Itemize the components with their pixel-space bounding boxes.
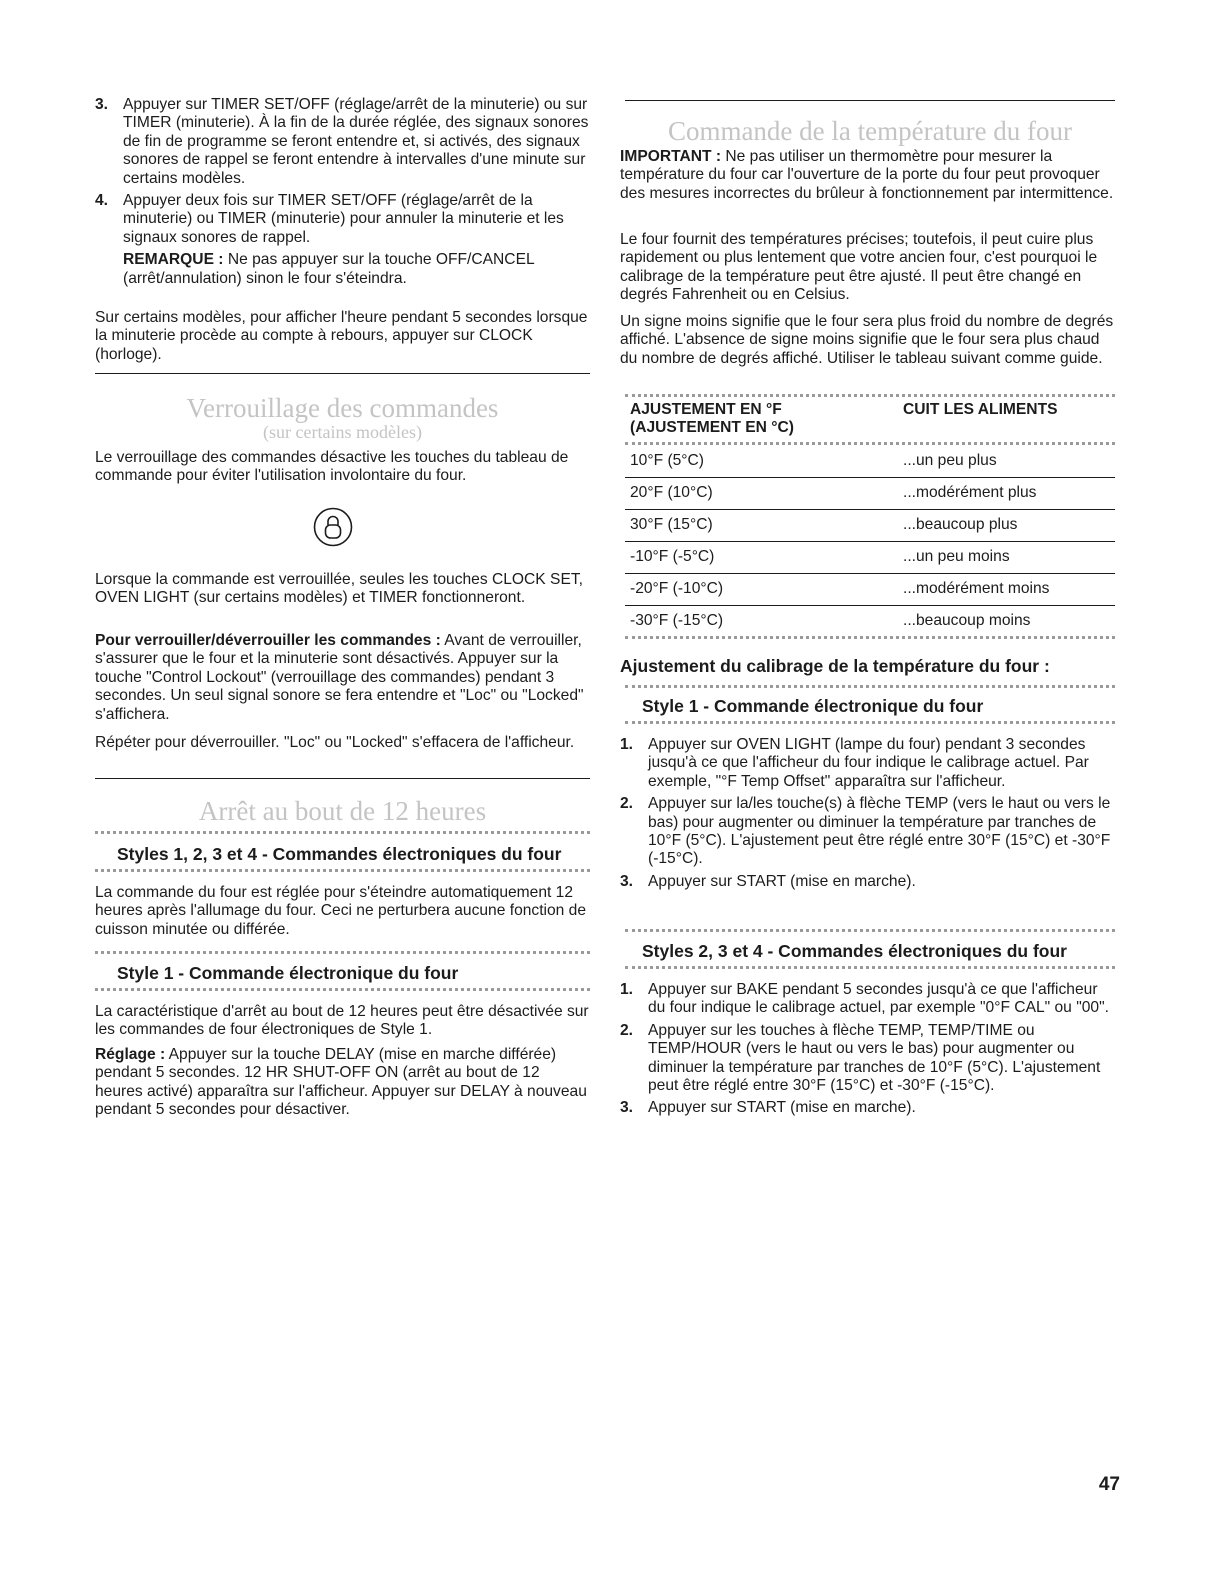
table-row-divider xyxy=(625,605,1115,606)
style1-steps-list xyxy=(620,736,1115,895)
table-header-cook: CUIT LES ALIMENTS xyxy=(903,401,1058,418)
step-number: 3. xyxy=(620,872,634,890)
dotted-divider xyxy=(625,929,1115,932)
step-text: Appuyer sur OVEN LIGHT (lampe du four) pendant 3 secondes jusqu'à ce que l'afficheur du four indique le calibrage actuel. Par exemple, "°F Temp Offset" apparaîtra sur l'afficheur. xyxy=(648,736,1089,790)
table-cell-adjust: 10°F (5°C) xyxy=(630,452,704,469)
table-row xyxy=(630,484,1120,502)
step-text: Appuyer sur TIMER SET/OFF (réglage/arrêt de la minuterie) ou sur TIMER (minuterie). À la fin de la durée réglée, des signaux sonores de fin de programme se feront entendre et, si activés, des signaux sonores de rappel se feront entendre à intervalles d'une minute sur certains modèles. xyxy=(123,96,589,187)
section-divider xyxy=(95,373,590,374)
lock-icon xyxy=(313,507,353,547)
sign-paragraph: Un signe moins signifie que le four sera plus froid du nombre de degrés affiché. L'absence de signe moins signifie que le four sera plus chaud du nombre de degrés affiché. Utiliser le tableau suivant comme guide. xyxy=(620,313,1114,367)
table-row-divider xyxy=(625,573,1115,574)
style234-steps-list xyxy=(620,981,1115,1122)
dotted-divider xyxy=(625,685,1115,688)
list-item xyxy=(620,795,1115,869)
section-divider xyxy=(95,778,590,779)
step-number: 1. xyxy=(620,981,634,998)
unlock-paragraph: Répéter pour déverrouiller. "Loc" ou "Locked" s'effacera de l'afficheur. xyxy=(95,734,575,751)
step-number: 3. xyxy=(95,96,109,113)
table-row xyxy=(630,516,1120,534)
page-number: 47 xyxy=(1098,1474,1120,1495)
shutoff-paragraph: La commande du four est réglée pour s'éteindre automatiquement 12 heures après l'allumage du four. Ceci ne perturbera aucune fonction de cuisson minutée ou différée. xyxy=(95,884,587,938)
important-label: IMPORTANT : xyxy=(620,148,722,165)
table-cell-cook: ...beaucoup moins xyxy=(903,612,1031,629)
step-text: Appuyer sur START (mise en marche). xyxy=(648,872,916,890)
step-number: 3. xyxy=(620,1099,634,1117)
table-row-divider xyxy=(625,477,1115,478)
dotted-divider xyxy=(95,831,590,834)
table-header-border xyxy=(625,442,1115,445)
dotted-divider xyxy=(625,966,1115,969)
setting-label: Réglage : xyxy=(95,1046,166,1063)
lock-paragraph: Lorsque la commande est verrouillée, seules les touches CLOCK SET, OVEN LIGHT (sur certains modèles) et TIMER fonctionneront. xyxy=(95,571,583,607)
table-cell-adjust: 20°F (10°C) xyxy=(630,484,713,501)
section-divider xyxy=(625,100,1115,101)
step-number: 2. xyxy=(620,795,634,813)
list-item xyxy=(620,981,1115,1018)
dotted-divider xyxy=(95,869,590,872)
table-cell-cook: ...un peu moins xyxy=(903,548,1010,565)
list-item xyxy=(620,1099,1115,1117)
calibration-heading: Ajustement du calibrage de la température du four : xyxy=(620,656,1050,676)
section-subtitle-lock: (sur certains modèles) xyxy=(263,422,422,442)
setting-text: Appuyer sur la touche DELAY (mise en marche différée) pendant 5 secondes. 12 HR SHUT-OFF ON (arrêt au bout de 12 heures activé) apparaîtra sur l'afficheur. Appuyer sur DELAY à nouveau pendant 5 secondes pour désactiver. xyxy=(95,1046,587,1119)
step-text: Appuyer deux fois sur TIMER SET/OFF (réglage/arrêt de la minuterie) ou TIMER (minuterie) pour annuler la minuterie et les signaux sonores de rappel. xyxy=(123,192,564,246)
step-number: 4. xyxy=(95,192,109,210)
table-bottom-border xyxy=(625,636,1115,639)
table-row xyxy=(630,452,1120,470)
clock-paragraph: Sur certains modèles, pour afficher l'heure pendant 5 secondes lorsque la minuterie procède au compte à rebours, appuyer sur CLOCK (horloge). xyxy=(95,309,588,363)
lock-procedure xyxy=(95,632,590,724)
list-item xyxy=(95,96,590,188)
precision-paragraph: Le four fournit des températures précises; toutefois, il peut cuire plus rapidement ou plus lentement que votre ancien four, c'est pourquoi le calibrage de la température peut être ajusté. Il peut être changé en degrés Fahrenheit ou en Celsius. xyxy=(620,231,1098,304)
subheading-style-1: Style 1 - Commande électronique du four xyxy=(642,696,984,716)
table-row xyxy=(630,548,1120,566)
step-text: Appuyer sur les touches à flèche TEMP, TEMP/TIME ou TEMP/HOUR (vers le haut ou vers le bas) pour augmenter ou diminuer la température par tranches de 10°F (5°C). L'ajustement peut être réglé entre 30°F (15°C) et -30°F (-15°C). xyxy=(648,1021,1101,1095)
table-cell-adjust: -20°F (-10°C) xyxy=(630,580,724,597)
subheading-style-1: Style 1 - Commande électronique du four xyxy=(117,963,459,983)
table-cell-cook: ...beaucoup plus xyxy=(903,516,1018,533)
step-number: 2. xyxy=(620,1021,634,1039)
important-paragraph xyxy=(620,148,1115,203)
list-item xyxy=(620,736,1115,791)
table-header-adjust-c: (AJUSTEMENT EN °C) xyxy=(630,419,794,437)
dotted-divider xyxy=(625,721,1115,724)
step-number: 1. xyxy=(620,736,634,753)
important-text: Ne pas utiliser un thermomètre pour mesurer la température du four car l'ouverture de la porte du four peut provoquer des mesures incorrectes du brûleur à fonctionnement par intermittence. xyxy=(620,148,1114,202)
subheading-styles-234: Styles 2, 3 et 4 - Commandes électroniques du four xyxy=(642,941,1067,961)
note-paragraph xyxy=(123,251,590,288)
step-text: Appuyer sur la/les touche(s) à flèche TEMP (vers le haut ou vers le bas) pour augmenter ou diminuer la température par tranches de 10°F (5°C). L'ajustement peut être réglé entre 30°F (15°C) et -30°F (-15°C). xyxy=(648,795,1111,868)
lock-procedure-label: Pour verrouiller/déverrouiller les commandes : xyxy=(95,632,441,649)
section-title-lock: Verrouillage des commandes xyxy=(186,393,499,423)
style1-paragraph: La caractéristique d'arrêt au bout de 12 heures peut être désactivée sur les commandes de four électroniques de Style 1. xyxy=(95,1003,589,1039)
table-cell-adjust: -30°F (-15°C) xyxy=(630,612,724,629)
list-item xyxy=(95,192,590,288)
table-cell-cook: ...un peu plus xyxy=(903,452,997,469)
table-row-divider xyxy=(625,509,1115,510)
dotted-divider xyxy=(95,951,590,954)
table-row xyxy=(630,580,1120,598)
table-cell-cook: ...modérément moins xyxy=(903,580,1050,597)
list-item xyxy=(620,873,1115,891)
table-header-adjust: AJUSTEMENT EN °F xyxy=(630,401,782,418)
section-title-temperature: Commande de la température du four xyxy=(667,116,1073,146)
table-row xyxy=(630,612,1120,630)
table-cell-cook: ...modérément plus xyxy=(903,484,1037,501)
lock-procedure-text: Avant de verrouiller, s'assurer que le four et la minuterie sont désactivés. Appuyer sur la touche "Control Lockout" (verrouillage des commandes) pendant 3 secondes. Un seul signal sonore se fera entendre et "Loc" ou "Locked" s'affichera. xyxy=(95,632,584,723)
table-cell-adjust: 30°F (15°C) xyxy=(630,516,713,533)
note-text: Ne pas appuyer sur la touche OFF/CANCEL (arrêt/annulation) sinon le four s'éteindra. xyxy=(123,251,535,287)
step-text: Appuyer sur BAKE pendant 5 secondes jusqu'à ce que l'afficheur du four indique le calibrage actuel, par exemple "0°F CAL" ou "00". xyxy=(648,981,1109,1017)
note-label: REMARQUE : xyxy=(123,251,224,269)
table-top-border xyxy=(625,394,1115,397)
lock-intro: Le verrouillage des commandes désactive les touches du tableau de commande pour éviter l'utilisation involontaire du four. xyxy=(95,449,569,485)
table-cell-adjust: -10°F (-5°C) xyxy=(630,548,715,565)
list-item xyxy=(620,1022,1115,1096)
step-text: Appuyer sur START (mise en marche). xyxy=(648,1099,916,1117)
setting-paragraph xyxy=(95,1046,590,1120)
timer-steps-list xyxy=(95,96,590,292)
dotted-divider xyxy=(95,988,590,991)
table-row-divider xyxy=(625,541,1115,542)
section-title-shutoff: Arrêt au bout de 12 heures xyxy=(198,796,487,826)
subheading-styles-1234: Styles 1, 2, 3 et 4 - Commandes électroniques du four xyxy=(117,844,562,864)
table-header-row xyxy=(630,401,1120,438)
